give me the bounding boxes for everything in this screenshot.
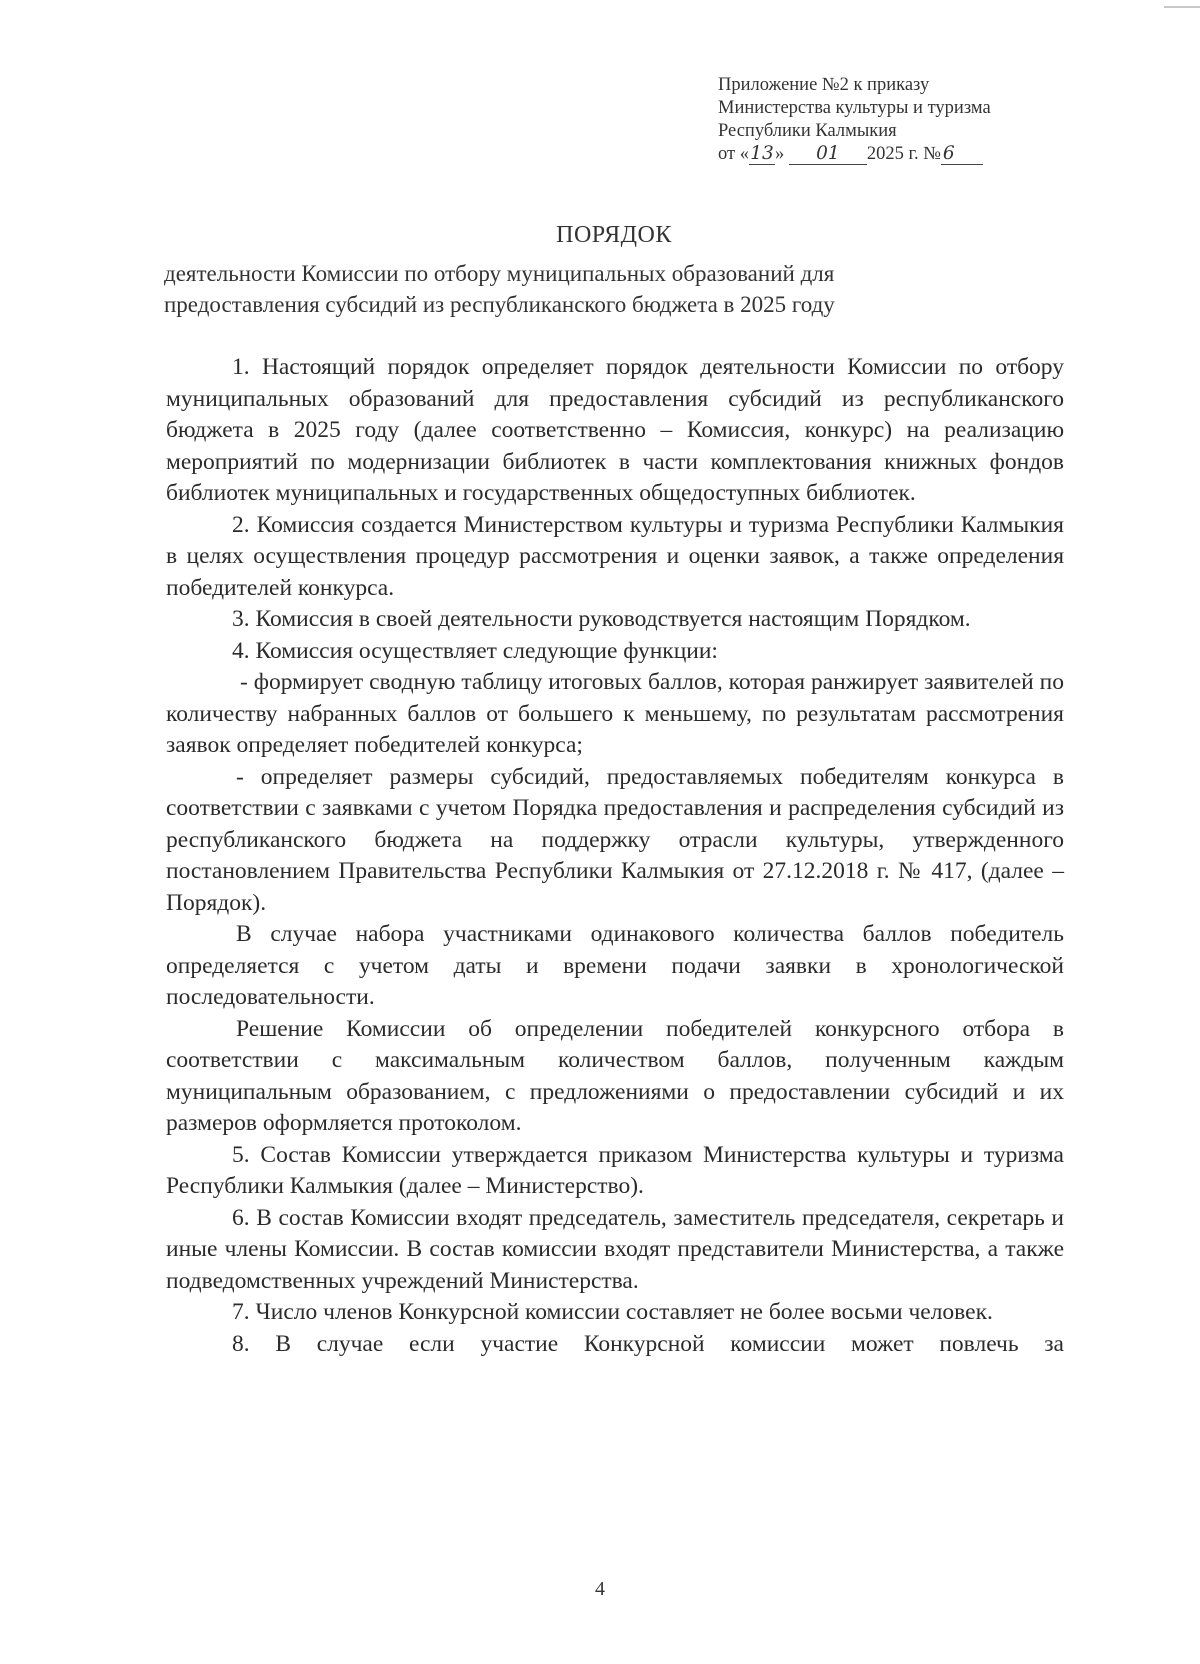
paragraph-4-item-2: - определяет размеры субсидий, предоставляемых победителям конкурса в соответствии с заявками с учетом Порядка предоставления и распределения субсидий из республиканского бюджета на поддержку отрасли культуры, утвержденного постановлением Правительства Республики Калмыкия от 27.12.2018 г. № 417, (далее – Порядок). [166, 763, 1064, 916]
handwritten-order-number: 6 [941, 144, 983, 165]
scan-corner-mark [1164, 6, 1200, 8]
paragraph-equal-scores: В случае набора участниками одинакового количества баллов победитель определяется с учетом даты и времени подачи заявки в хронологической последовательности. [166, 921, 1064, 1010]
handwritten-day: 13 [750, 143, 774, 164]
page-number: 4 [595, 1578, 605, 1600]
date-prefix: от « [718, 144, 749, 164]
paragraph-2: 2. Комиссия создается Министерством культуры и туризма Республики Калмыкия в целях осуществления процедур рассмотрения и оценки заявок, а также определения победителей конкурса. [166, 511, 1064, 601]
subtitle-line-2: предоставления субсидий из республиканского бюджета в 2025 году [164, 292, 835, 317]
paragraph-6: 6. В состав Комиссии входят председатель, заместитель председателя, секретарь и иные члены Комиссии. В состав комиссии входят представители Министерства, а также подведомственных учреждений Министерства. [166, 1204, 1064, 1294]
handwritten-month: 01 [789, 144, 867, 165]
paragraph-1: 1. Настоящий порядок определяет порядок деятельности Комиссии по отбору муниципальных образований для предоставления субсидий из республиканского бюджета в 2025 году (далее соответственно – Комиссия, конкурс) на реализацию мероприятий по модернизации библиотек в части комплектования книжных фондов библиотек муниципальных и государственных общедоступных библиотек. [166, 354, 1064, 506]
document-body [166, 352, 1064, 1360]
date-separator: » [774, 144, 785, 164]
attachment-date-line [718, 143, 1048, 166]
document-subtitle [164, 258, 1064, 320]
paragraph-commission-decision: Решение Комиссии об определении победителей конкурсного отбора в соответствии с максимальным количеством баллов, полученным каждым муниципальным образованием, с предложениями о предоставлении субсидий и их размеров оформляется протоколом. [166, 1015, 1064, 1136]
paragraph-4: 4. Комиссия осуществляет следующие функции: [232, 637, 718, 664]
attachment-line-1: Приложение №2 к приказу [718, 75, 930, 95]
attachment-block [718, 74, 1048, 166]
paragraph-8: 8. В случае если участие Конкурсной комиссии может повлечь за [232, 1330, 1064, 1357]
document-title: ПОРЯДОК [556, 222, 672, 248]
subtitle-line-1: деятельности Комиссии по отбору муниципальных образований для [164, 261, 835, 286]
paragraph-3: 3. Комиссия в своей деятельности руководствуется настоящим Порядком. [232, 606, 971, 632]
attachment-line-2: Министерства культуры и туризма [718, 98, 991, 118]
date-year: 2025 г. № [866, 144, 941, 164]
paragraph-7: 7. Число членов Конкурсной комиссии составляет не более восьми человек. [232, 1299, 993, 1325]
attachment-line-3: Республики Калмыкия [718, 121, 897, 141]
paragraph-5: 5. Состав Комиссии утверждается приказом Министерства культуры и туризма Республики Калмыкия (далее – Министерство). [166, 1141, 1064, 1199]
paragraph-4-item-1: - формирует сводную таблицу итоговых баллов, которая ранжирует заявителей по количеству набранных баллов от большего к меньшему, по результатам рассмотрения заявок определяет победителей конкурса; [166, 669, 1064, 758]
